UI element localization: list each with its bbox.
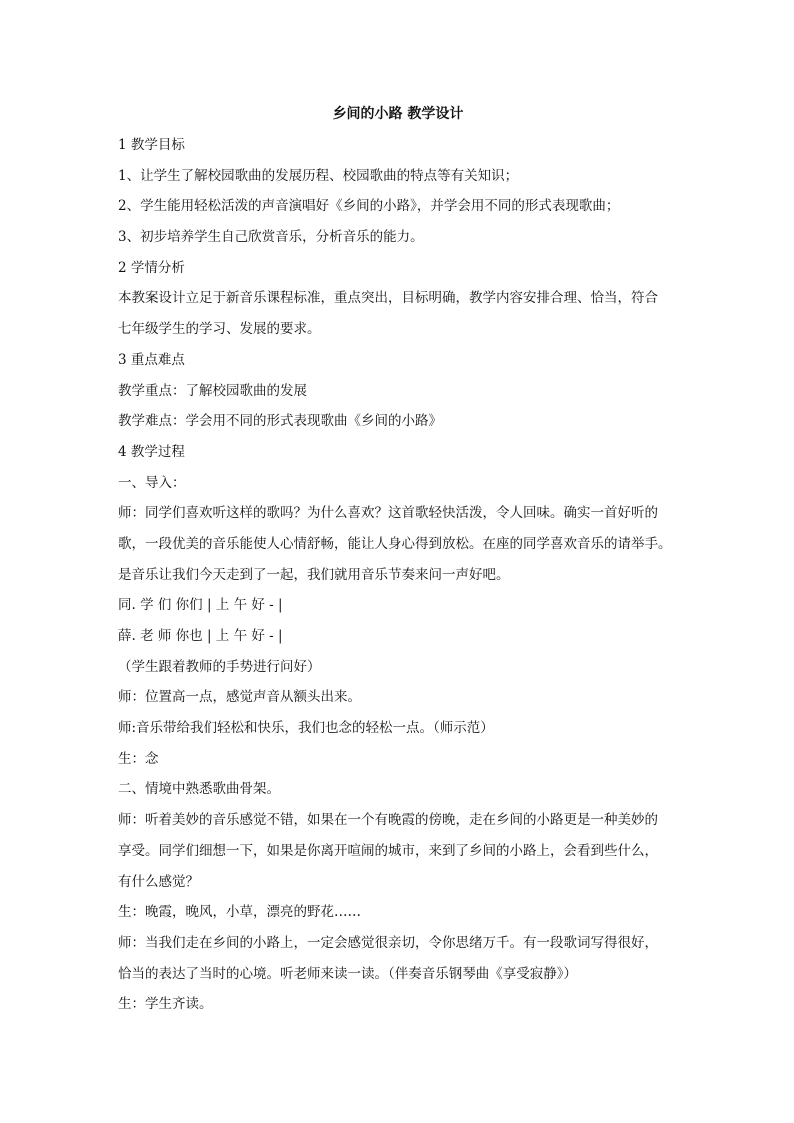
paragraph-line: 3、初步培养学生自己欣赏音乐，分析音乐的能力。 bbox=[118, 229, 424, 246]
rhythm-line: 同. 学 们 你们 | 上 午 好 - | bbox=[118, 597, 283, 614]
document-page bbox=[118, 100, 678, 1020]
paragraph-line: 教学重点：了解校园歌曲的发展 bbox=[118, 382, 307, 399]
paragraph-line: 生：念 bbox=[118, 750, 159, 767]
subsection-heading-context: 二、情境中熟悉歌曲骨架。 bbox=[118, 781, 280, 798]
paragraph-line: 歌，一段优美的音乐能使人心情舒畅，能让人身心得到放松。在座的同学喜欢音乐的请举手。 bbox=[118, 535, 672, 552]
section-heading-analysis: 2 学情分析 bbox=[118, 259, 185, 276]
paragraph-line: 师：同学们喜欢听这样的歌吗？为什么喜欢？这首歌轻快活泼，令人回味。确实一首好听的 bbox=[118, 505, 658, 522]
paragraph-line: 是音乐让我们今天走到了一起，我们就用音乐节奏来问一声好吧。 bbox=[118, 566, 510, 583]
paragraph-line: 师:音乐带给我们轻松和快乐，我们也念的轻松一点。（师示范） bbox=[118, 720, 494, 737]
paragraph-line: 师：位置高一点，感觉声音从额头出来。 bbox=[118, 689, 361, 706]
section-heading-process: 4 教学过程 bbox=[118, 443, 185, 460]
paragraph-line: 2、学生能用轻松活泼的声音演唱好《乡间的小路》，并学会用不同的形式表现歌曲； bbox=[118, 198, 620, 215]
rhythm-line: 薛. 老 师 你也 | 上 午 好 - | bbox=[118, 628, 283, 644]
paragraph-line: 生：晚霞，晚风，小草，漂亮的野花…… bbox=[118, 904, 361, 921]
paragraph-line: （学生跟着教师的手势进行问好） bbox=[118, 658, 321, 675]
document-body bbox=[118, 130, 678, 1020]
paragraph-line: 生：学生齐读。 bbox=[118, 996, 213, 1013]
paragraph-line: 1、让学生了解校园歌曲的发展历程、校园歌曲的特点等有关知识； bbox=[118, 167, 519, 184]
paragraph-line: 享受。同学们细想一下，如果是你离开喧闹的城市，来到了乡间的小路上，会看到些什么， bbox=[118, 842, 658, 859]
paragraph-line: 师：听着美妙的音乐感觉不错，如果在一个有晚霞的傍晚，走在乡间的小路更是一种美妙的 bbox=[118, 812, 658, 829]
paragraph-line: 有什么感觉？ bbox=[118, 873, 199, 890]
section-heading-objectives: 1 教学目标 bbox=[118, 137, 185, 153]
subsection-heading-intro: 一、导入： bbox=[118, 474, 186, 491]
paragraph-line: 师：当我们走在乡间的小路上，一定会感觉很亲切，令你思绪万千。有一段歌词写得很好， bbox=[118, 934, 658, 951]
section-heading-key-points: 3 重点难点 bbox=[118, 351, 185, 368]
paragraph-line: 教学难点：学会用不同的形式表现歌曲《乡间的小路》 bbox=[118, 413, 442, 430]
paragraph-line: 恰当的表达了当时的心境。听老师来读一读。（伴奏音乐钢琴曲《享受寂静》） bbox=[118, 965, 577, 982]
paragraph-line: 七年级学生的学习、发展的要求。 bbox=[118, 321, 321, 338]
paragraph-line: 本教案设计立足于新音乐课程标准，重点突出，目标明确，教学内容安排合理、恰当，符合 bbox=[118, 290, 658, 307]
document-title: 乡间的小路 教学设计 bbox=[332, 106, 464, 122]
